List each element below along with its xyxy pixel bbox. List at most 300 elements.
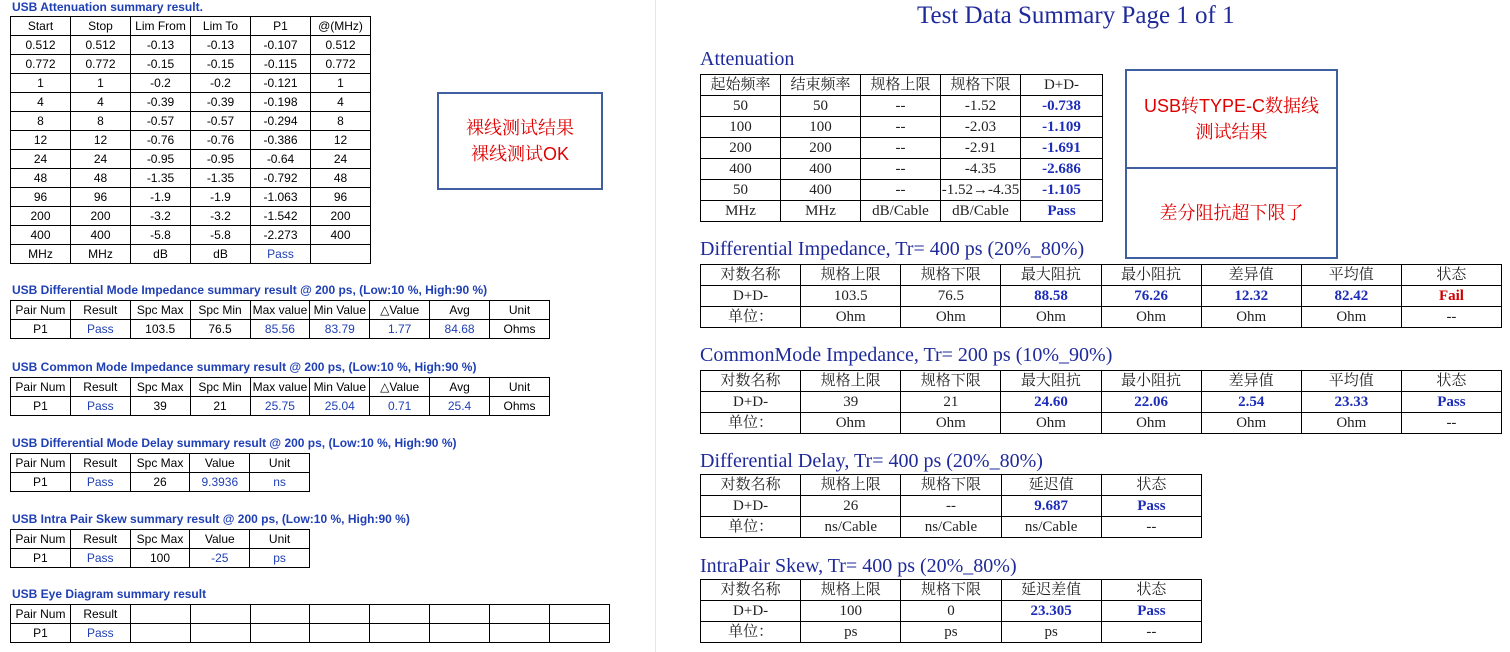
table-cell: 21 (901, 392, 1001, 413)
column-header: 差异值 (1201, 265, 1301, 286)
column-header: Start (11, 17, 71, 36)
r-skew-table (700, 579, 1202, 643)
table-cell: 12 (11, 131, 71, 150)
table-row (11, 188, 371, 207)
table-cell: -0.2 (191, 74, 251, 93)
table-cell: 103.5 (801, 286, 901, 307)
r-attenuation-table (700, 74, 1103, 222)
column-header: Unit (250, 530, 310, 549)
empty-cell (490, 624, 550, 643)
column-header: △Value (370, 301, 430, 320)
column-header: 最大阻抗 (1001, 371, 1101, 392)
table-cell: -1.063 (251, 188, 311, 207)
table-cell: -0.76 (131, 131, 191, 150)
table-cell: -0.95 (131, 150, 191, 169)
table-row (11, 112, 371, 131)
empty-cell (490, 605, 550, 624)
table-cell: 25.4 (430, 397, 490, 416)
unit-cell: -- (1101, 622, 1201, 643)
table-cell: -0.107 (251, 36, 311, 55)
table-cell: -- (861, 159, 941, 180)
table-cell: MHz (781, 201, 861, 222)
column-header: Spc Max (130, 301, 190, 320)
table-cell: -1.35 (131, 169, 191, 188)
table-row (701, 601, 1202, 622)
table-cell: 96 (311, 188, 371, 207)
table-cell: 76.26 (1101, 286, 1201, 307)
table-row (11, 473, 310, 492)
table-cell: 88.58 (1001, 286, 1101, 307)
diff-delay-title: USB Differential Mode Delay summary result @ 200 ps, (Low:10 %, High:90 %) (12, 436, 457, 450)
column-header: Pair Num (11, 605, 71, 624)
table-row (11, 55, 371, 74)
table-cell: 200 (311, 207, 371, 226)
column-header: 规格上限 (861, 75, 941, 96)
table-cell: 24.60 (1001, 392, 1101, 413)
diff-delay-table (10, 453, 310, 492)
table-cell: P1 (11, 473, 71, 492)
unit-row (701, 517, 1202, 538)
diff-impedance-title: USB Differential Mode Impedance summary result @ 200 ps, (Low:10 %, High:90 %) (12, 283, 488, 297)
table-cell: 48 (71, 169, 131, 188)
table-cell: D+D- (701, 286, 801, 307)
table-cell: 4 (11, 93, 71, 112)
empty-cell (190, 605, 250, 624)
diff-impedance-table (10, 300, 550, 339)
table-cell: 0.71 (370, 397, 430, 416)
table-cell: 0 (901, 601, 1001, 622)
table-row (11, 93, 371, 112)
table-cell: 100 (801, 601, 901, 622)
column-header: 起始频率 (701, 75, 781, 96)
table-row (11, 131, 371, 150)
table-cell: -25 (190, 549, 250, 568)
table-cell: MHz (71, 245, 131, 264)
table-cell: Fail (1401, 286, 1501, 307)
table-header-row (11, 454, 310, 473)
table-cell: 96 (71, 188, 131, 207)
table-cell: 8 (71, 112, 131, 131)
table-row (701, 286, 1502, 307)
column-header: 规格下限 (941, 75, 1021, 96)
table-cell: -1.109 (1021, 117, 1103, 138)
table-row (11, 226, 371, 245)
table-header-row (701, 475, 1202, 496)
table-cell: 12.32 (1201, 286, 1301, 307)
page-title: Test Data Summary Page 1 of 1 (917, 2, 1235, 29)
table-cell: 25.75 (250, 397, 310, 416)
column-header: 状态 (1401, 265, 1501, 286)
table-cell: 1 (71, 74, 131, 93)
table-row (701, 159, 1103, 180)
column-header: @(MHz) (311, 17, 371, 36)
table-cell: -1.35 (191, 169, 251, 188)
empty-cell (130, 624, 190, 643)
empty-cell (430, 624, 490, 643)
column-header: Max value (250, 378, 310, 397)
table-cell: -1.691 (1021, 138, 1103, 159)
column-header: 最小阻抗 (1101, 265, 1201, 286)
empty-cell (550, 605, 610, 624)
table-cell: MHz (11, 245, 71, 264)
eye-diagram-table (10, 604, 610, 643)
empty-cell (250, 624, 310, 643)
table-cell: -0.57 (131, 112, 191, 131)
column-header: 平均值 (1301, 265, 1401, 286)
table-header-row (701, 580, 1202, 601)
column-header: Value (190, 454, 250, 473)
table-cell: 100 (701, 117, 781, 138)
table-cell: -1.9 (131, 188, 191, 207)
table-cell: -0.39 (191, 93, 251, 112)
unit-cell: ns/Cable (901, 517, 1001, 538)
unit-cell: Ohm (901, 307, 1001, 328)
unit-cell: ps (801, 622, 901, 643)
r-diff-impedance-title: Differential Impedance, Tr= 400 ps (20%_80%) (700, 238, 1085, 260)
impedance-low-note (1125, 167, 1338, 259)
table-cell: -1.52→-4.35 (941, 180, 1021, 201)
unit-cell: ns/Cable (801, 517, 901, 538)
unit-row (701, 413, 1502, 434)
attenuation-table (10, 16, 371, 264)
table-cell: -0.294 (251, 112, 311, 131)
table-cell: 1 (11, 74, 71, 93)
r-diff-delay-table (700, 474, 1202, 538)
table-cell: -0.121 (251, 74, 311, 93)
table-cell: 21 (190, 397, 250, 416)
table-cell: 24 (11, 150, 71, 169)
table-header-row (11, 17, 371, 36)
table-header-row (701, 265, 1502, 286)
table-cell: -1.105 (1021, 180, 1103, 201)
column-header: Pair Num (11, 301, 71, 320)
table-cell: 0.512 (11, 36, 71, 55)
table-cell: 39 (130, 397, 190, 416)
table-row (11, 245, 371, 264)
column-header: Value (190, 530, 250, 549)
eye-diagram-title: USB Eye Diagram summary result (12, 587, 207, 601)
table-cell: -0.13 (131, 36, 191, 55)
table-cell: Pass (1401, 392, 1501, 413)
table-cell: ps (250, 549, 310, 568)
table-cell: 25.04 (310, 397, 370, 416)
table-cell: 0.772 (11, 55, 71, 74)
table-header-row (11, 378, 550, 397)
table-cell: 26 (130, 473, 190, 492)
column-header: 规格上限 (801, 475, 901, 496)
empty-cell (310, 605, 370, 624)
table-cell: MHz (701, 201, 781, 222)
table-cell: 400 (781, 159, 861, 180)
common-impedance-title: USB Common Mode Impedance summary result @ 200 ps, (Low:10 %, High:90 %) (12, 360, 477, 374)
table-row (11, 169, 371, 188)
column-header: 对数名称 (701, 475, 801, 496)
column-header: △Value (370, 378, 430, 397)
table-cell: 83.79 (310, 320, 370, 339)
table-cell: 200 (11, 207, 71, 226)
table-cell: dB/Cable (941, 201, 1021, 222)
column-header: Lim From (131, 17, 191, 36)
table-cell: 23.305 (1001, 601, 1101, 622)
table-cell: 24 (311, 150, 371, 169)
table-cell: 48 (311, 169, 371, 188)
table-cell: Pass (70, 320, 130, 339)
unit-cell: 单位： (701, 413, 801, 434)
column-header: Unit (250, 454, 310, 473)
unit-cell: Ohm (801, 307, 901, 328)
column-header: 延迟差值 (1001, 580, 1101, 601)
table-row (701, 96, 1103, 117)
column-header: Pair Num (11, 378, 71, 397)
empty-cell (370, 605, 430, 624)
table-cell: Pass (251, 245, 311, 264)
impedance-low-note-line1: 差分阻抗超下限了 (1159, 203, 1304, 223)
table-cell: 400 (311, 226, 371, 245)
unit-cell: Ohm (1101, 307, 1201, 328)
table-cell: 96 (11, 188, 71, 207)
unit-cell: Ohm (1301, 307, 1401, 328)
table-cell: -5.8 (191, 226, 251, 245)
empty-cell (430, 605, 490, 624)
table-cell: dB (131, 245, 191, 264)
table-cell: -0.95 (191, 150, 251, 169)
column-header: Avg (430, 378, 490, 397)
table-cell: -- (861, 180, 941, 201)
table-cell: dB/Cable (861, 201, 941, 222)
r-diff-impedance-table (700, 264, 1502, 328)
column-header: 规格下限 (901, 371, 1001, 392)
table-cell: -0.115 (251, 55, 311, 74)
unit-cell: 单位： (701, 622, 801, 643)
unit-cell: Ohm (1001, 413, 1101, 434)
unit-cell: 单位： (701, 517, 801, 538)
typec-note-line1: USB转TYPE-C数据线 (1143, 96, 1320, 116)
bare-cable-note-line1: 裸线测试结果 (466, 118, 574, 138)
table-cell: D+D- (701, 496, 801, 517)
table-row (701, 201, 1103, 222)
bare-cable-note-line2: 裸线测试OK (470, 144, 569, 164)
table-row (11, 320, 550, 339)
table-cell: -1.52 (941, 96, 1021, 117)
column-header: 规格下限 (901, 580, 1001, 601)
table-cell: -0.792 (251, 169, 311, 188)
table-cell: Pass (70, 624, 130, 643)
empty-cell (130, 605, 190, 624)
table-cell (311, 245, 371, 264)
table-cell: 100 (130, 549, 190, 568)
column-header: 平均值 (1301, 371, 1401, 392)
column-header: Pair Num (11, 454, 71, 473)
r-common-impedance-table (700, 370, 1502, 434)
table-row (701, 180, 1103, 201)
unit-cell: ns/Cable (1001, 517, 1101, 538)
table-cell: 12 (71, 131, 131, 150)
table-cell: 200 (701, 138, 781, 159)
table-cell: 400 (11, 226, 71, 245)
table-cell: 22.06 (1101, 392, 1201, 413)
column-header: 规格下限 (901, 265, 1001, 286)
column-header: 规格下限 (901, 475, 1001, 496)
table-cell: 103.5 (130, 320, 190, 339)
table-cell: -2.273 (251, 226, 311, 245)
table-cell: 85.56 (250, 320, 310, 339)
table-cell: 2.54 (1201, 392, 1301, 413)
r-diff-delay-title: Differential Delay, Tr= 400 ps (20%_80%) (700, 450, 1043, 472)
column-header: Result (70, 530, 130, 549)
table-cell: Pass (70, 473, 130, 492)
table-cell: -0.64 (251, 150, 311, 169)
table-cell: -0.13 (191, 36, 251, 55)
table-cell: Pass (1101, 496, 1201, 517)
unit-cell: Ohm (801, 413, 901, 434)
unit-cell: Ohm (1301, 413, 1401, 434)
skew-table (10, 529, 310, 568)
column-header: 对数名称 (701, 580, 801, 601)
column-header: 延迟值 (1001, 475, 1101, 496)
r-skew-title: IntraPair Skew, Tr= 400 ps (20%_80%) (700, 555, 1017, 577)
column-header: Unit (490, 378, 550, 397)
skew-title: USB Intra Pair Skew summary result @ 200 ps, (Low:10 %, High:90 %) (12, 512, 410, 526)
unit-row (701, 307, 1502, 328)
column-header: Max value (250, 301, 310, 320)
table-cell: -4.35 (941, 159, 1021, 180)
table-cell: 200 (71, 207, 131, 226)
common-impedance-table (10, 377, 550, 416)
table-cell: 50 (701, 180, 781, 201)
table-cell: 0.772 (311, 55, 371, 74)
table-cell: 9.3936 (190, 473, 250, 492)
table-cell: -0.57 (191, 112, 251, 131)
table-cell: 8 (11, 112, 71, 131)
table-cell: 100 (781, 117, 861, 138)
table-cell: -- (861, 117, 941, 138)
column-header: D+D- (1021, 75, 1103, 96)
table-cell: 26 (801, 496, 901, 517)
table-cell: P1 (11, 397, 71, 416)
table-cell: 82.42 (1301, 286, 1401, 307)
table-cell: 24 (71, 150, 131, 169)
column-header: 最大阻抗 (1001, 265, 1101, 286)
table-row (11, 549, 310, 568)
attenuation-title: USB Attenuation summary result. (12, 0, 203, 14)
table-cell: -1.9 (191, 188, 251, 207)
column-header: 规格上限 (801, 371, 901, 392)
unit-cell: ps (901, 622, 1001, 643)
table-cell: -3.2 (191, 207, 251, 226)
unit-cell: Ohm (901, 413, 1001, 434)
table-cell: Ohms (490, 320, 550, 339)
unit-cell: -- (1101, 517, 1201, 538)
column-header: 对数名称 (701, 371, 801, 392)
table-row (11, 36, 371, 55)
table-cell: 12 (311, 131, 371, 150)
table-cell: -0.2 (131, 74, 191, 93)
table-cell: 8 (311, 112, 371, 131)
table-header-row (11, 605, 610, 624)
table-cell: 23.33 (1301, 392, 1401, 413)
column-header: 状态 (1101, 475, 1201, 496)
table-cell: ns (250, 473, 310, 492)
unit-cell: Ohm (1201, 413, 1301, 434)
table-cell: P1 (11, 624, 71, 643)
column-header: Result (70, 301, 130, 320)
table-cell: -- (901, 496, 1001, 517)
column-header: 对数名称 (701, 265, 801, 286)
empty-cell (250, 605, 310, 624)
table-cell: -2.91 (941, 138, 1021, 159)
table-cell: -- (861, 138, 941, 159)
table-cell: 48 (11, 169, 71, 188)
table-cell: Pass (70, 397, 130, 416)
table-row (701, 496, 1202, 517)
r-common-impedance-title: CommonMode Impedance, Tr= 200 ps (10%_90%) (700, 344, 1113, 366)
table-cell: 0.512 (71, 36, 131, 55)
table-cell: -0.738 (1021, 96, 1103, 117)
table-header-row (701, 75, 1103, 96)
column-header: 差异值 (1201, 371, 1301, 392)
table-row (701, 117, 1103, 138)
table-cell: -0.198 (251, 93, 311, 112)
table-cell: 76.5 (901, 286, 1001, 307)
column-header: Spc Max (130, 454, 190, 473)
table-cell: P1 (11, 549, 71, 568)
table-cell: -2.686 (1021, 159, 1103, 180)
table-cell: Pass (1101, 601, 1201, 622)
table-cell: 9.687 (1001, 496, 1101, 517)
table-row (11, 624, 610, 643)
sheet-divider (655, 0, 656, 652)
column-header: 结束频率 (781, 75, 861, 96)
table-cell: 4 (311, 93, 371, 112)
table-cell: Pass (1021, 201, 1103, 222)
table-cell: -0.15 (191, 55, 251, 74)
table-cell: -1.542 (251, 207, 311, 226)
table-cell: -0.15 (131, 55, 191, 74)
unit-cell: -- (1401, 413, 1501, 434)
table-cell: -0.39 (131, 93, 191, 112)
unit-row (701, 622, 1202, 643)
table-row (701, 392, 1502, 413)
bare-cable-note (437, 92, 603, 190)
column-header: Spc Max (130, 530, 190, 549)
table-row (11, 397, 550, 416)
table-cell: 50 (701, 96, 781, 117)
column-header: Spc Max (130, 378, 190, 397)
table-row (11, 74, 371, 93)
column-header: Unit (490, 301, 550, 320)
column-header: 状态 (1101, 580, 1201, 601)
column-header: 规格上限 (801, 580, 901, 601)
table-cell: -0.76 (191, 131, 251, 150)
column-header: 状态 (1401, 371, 1501, 392)
table-cell: 400 (781, 180, 861, 201)
column-header: Avg (430, 301, 490, 320)
column-header: Spc Min (190, 301, 250, 320)
table-row (11, 150, 371, 169)
table-cell: 200 (781, 138, 861, 159)
column-header: Spc Min (190, 378, 250, 397)
column-header: Result (70, 378, 130, 397)
table-cell: P1 (11, 320, 71, 339)
table-cell: -5.8 (131, 226, 191, 245)
table-header-row (11, 301, 550, 320)
column-header: 最小阻抗 (1101, 371, 1201, 392)
column-header: Stop (71, 17, 131, 36)
empty-cell (310, 624, 370, 643)
table-cell: Pass (70, 549, 130, 568)
table-cell: dB (191, 245, 251, 264)
column-header: Result (70, 605, 130, 624)
